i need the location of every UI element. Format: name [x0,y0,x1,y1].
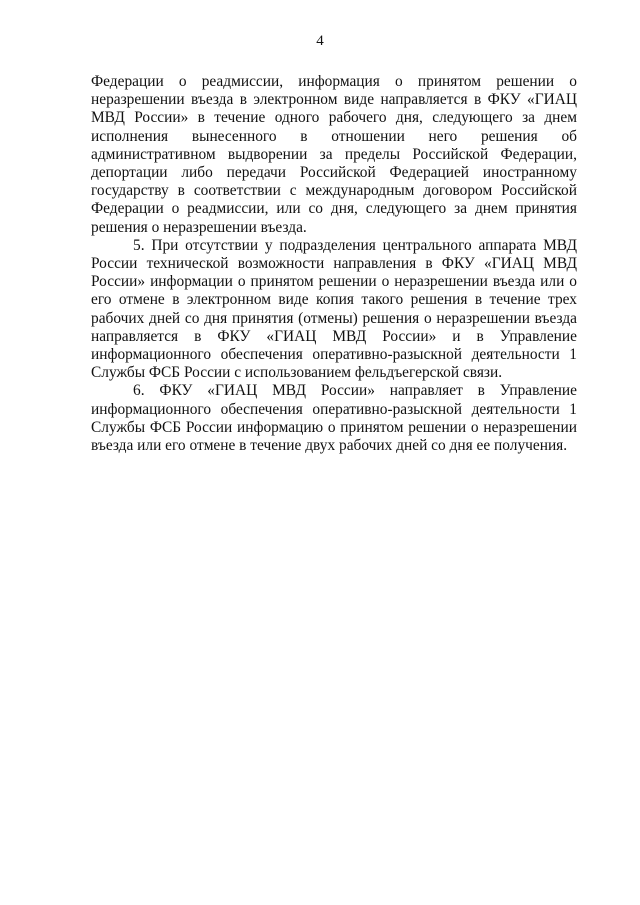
document-body [91,73,577,455]
paragraph-item-5: 5. При отсутствии у подразделения центрального аппарата МВД России технической возможности направления в ФКУ «ГИАЦ МВД России» информации о принятом решении о неразрешении въезда или о его отмене в электронном виде копия такого решения в течение трех рабочих дней со дня принятия (отмены) решения о неразрешении въезда направляется в ФКУ «ГИАЦ МВД России» и в Управление информационного обеспечения оперативно-разыскной деятельности 1 Службы ФСБ России с использованием фельдъегерской связи. [91,236,577,382]
paragraph-item-6: 6. ФКУ «ГИАЦ МВД России» направляет в Управление информационного обеспечения оперативно-разыскной деятельности 1 Службы ФСБ России информацию о принятом решении о неразрешении въезда или его отмене в течение двух рабочих дней со дня ее получения. [91,382,577,455]
paragraph-continuation: Федерации о реадмиссии, информация о принятом решении о неразрешении въезда в электронном виде направляется в ФКУ «ГИАЦ МВД России» в течение одного рабочего дня, следующего за днем исполнения вынесенного в отношении него решения об административном выдворении за пределы Российской Федерации, депортации либо передачи Российской Федерацией иностранному государству в соответствии с международным договором Российской Федерации о реадмиссии, или со дня, следующего за днем принятия решения о неразрешении въезда. [91,73,577,236]
page-number: 4 [316,33,324,49]
